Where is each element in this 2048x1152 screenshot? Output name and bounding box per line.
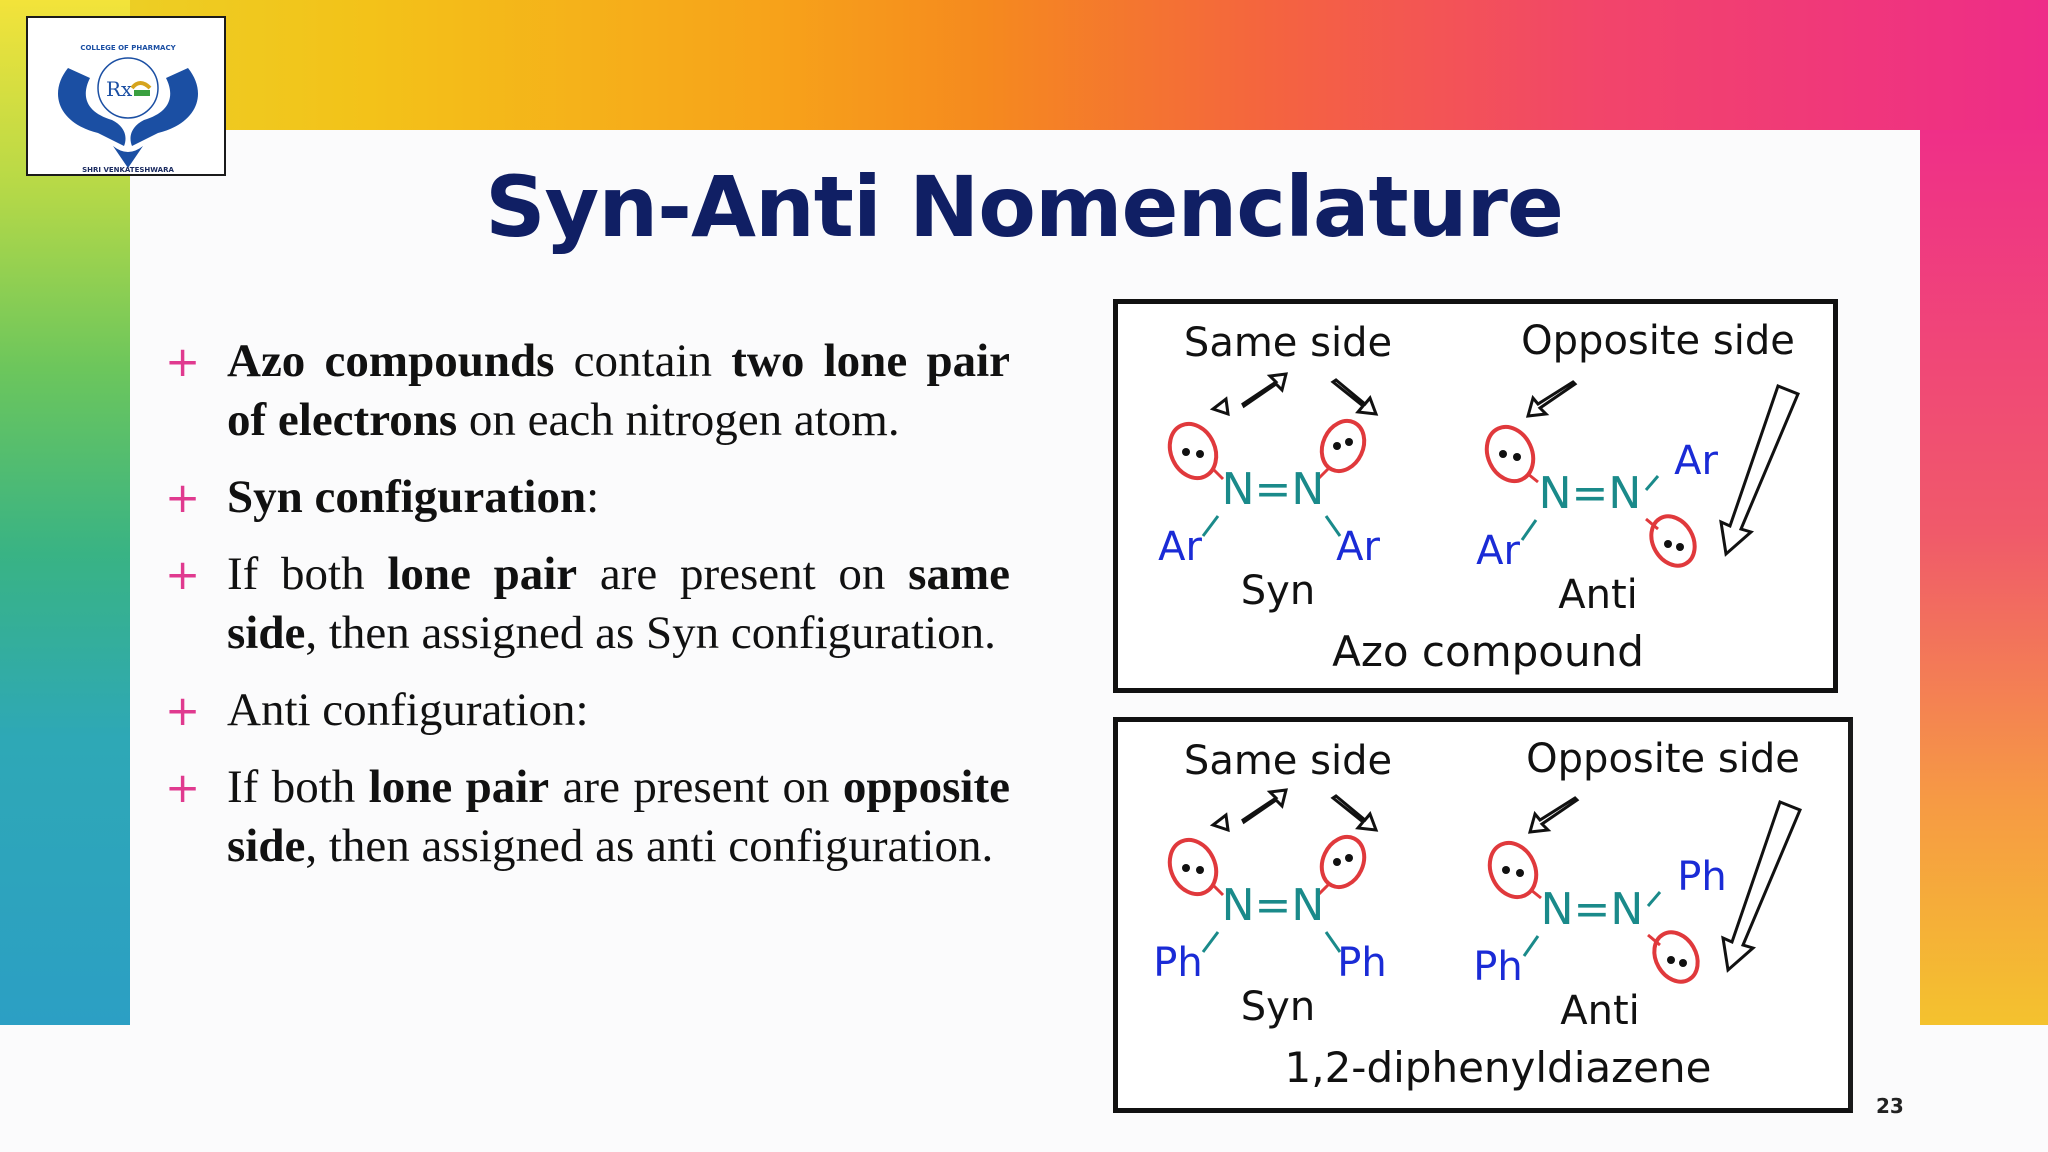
anti-nn-bond: N=N	[1540, 884, 1644, 935]
plus-icon: +	[165, 337, 201, 386]
same-side-label: Same side	[1183, 738, 1393, 784]
anti-nn-bond: N=N	[1538, 468, 1642, 519]
bullet-text: on each nitrogen atom.	[457, 394, 900, 446]
anti-right-group: Ar	[1674, 438, 1718, 484]
bullet-text: :	[586, 471, 600, 523]
anti-left-group: Ar	[1476, 528, 1520, 574]
opposite-side-label: Opposite side	[1526, 736, 1800, 782]
syn-label: Syn	[1240, 984, 1316, 1030]
college-logo	[26, 16, 226, 176]
lone-pair-icon	[1161, 416, 1225, 485]
plus-icon: +	[165, 473, 201, 522]
syn-nn-bond: N=N	[1221, 464, 1325, 515]
bullet-text: , then assigned as Syn configuration.	[305, 607, 996, 659]
syn-left-group: Ph	[1153, 940, 1203, 986]
bullet-text: are present on	[549, 761, 843, 813]
logo-arc-text: COLLEGE OF PHARMACY	[80, 44, 176, 52]
long-hollow-arrow-icon	[1721, 386, 1798, 554]
page-number: 23	[1876, 1094, 1904, 1118]
lone-pair-icon	[1161, 832, 1225, 901]
bullet-item	[165, 758, 1010, 876]
bullet-bold-text: same side	[227, 548, 1010, 659]
bullet-bold-text: lone pair	[368, 761, 550, 813]
anti-label: Anti	[1558, 572, 1638, 618]
logo-bottom-text: SHRI VENKATESHWARA	[82, 166, 174, 174]
plus-icon: +	[165, 550, 201, 599]
hollow-arrow-icon	[1530, 798, 1577, 832]
bullet-bold-text: opposite side	[227, 761, 1010, 872]
plus-icon: +	[165, 686, 201, 735]
bullet-text: If both	[227, 548, 388, 600]
bullet-text: Anti configuration:	[227, 684, 589, 736]
slide-title: Syn-Anti Nomenclature	[485, 158, 1563, 256]
syn-nn-bond: N=N	[1221, 880, 1325, 931]
bullet-text: If both	[227, 761, 369, 813]
bullet-text: , then assigned as anti configuration.	[305, 820, 994, 872]
plus-icon: +	[165, 763, 201, 812]
hollow-arrow-icon	[1213, 790, 1286, 830]
bullet-item	[165, 332, 1010, 450]
bullet-bold-text: lone pair	[387, 548, 578, 600]
anti-left-group: Ph	[1473, 944, 1523, 990]
college-logo-icon	[28, 18, 228, 178]
lone-pair-icon	[1646, 924, 1707, 989]
syn-label: Syn	[1240, 568, 1316, 614]
diphenyl-caption: 1,2-diphenyldiazene	[1284, 1043, 1712, 1092]
bullet-bold-text: Syn configuration	[227, 471, 587, 523]
bullet-item	[165, 681, 1010, 740]
hollow-arrow-icon	[1333, 380, 1376, 414]
hollow-arrow-icon	[1528, 382, 1575, 416]
right-gradient-band	[1920, 130, 2048, 1025]
logo-rx-text: Rx	[106, 77, 133, 101]
syn-right-group: Ph	[1337, 940, 1387, 986]
lone-pair-icon	[1643, 508, 1704, 573]
anti-label: Anti	[1560, 988, 1640, 1034]
same-side-label: Same side	[1183, 320, 1393, 366]
hollow-arrow-icon	[1213, 374, 1286, 414]
azo-caption: Azo compound	[1332, 627, 1644, 676]
bullet-list	[165, 332, 1010, 894]
opposite-side-label: Opposite side	[1521, 318, 1795, 364]
bullet-text: contain	[554, 335, 732, 387]
syn-left-group: Ar	[1158, 524, 1202, 570]
bullet-item	[165, 468, 1010, 527]
anti-right-group: Ph	[1677, 854, 1727, 900]
bullet-bold-text: two lone pair of electrons	[227, 335, 1010, 446]
bullet-text: are present on	[577, 548, 909, 600]
diphenyldiazene-figure	[1113, 717, 1853, 1113]
syn-right-group: Ar	[1336, 524, 1380, 570]
bullet-item	[165, 545, 1010, 663]
long-hollow-arrow-icon	[1723, 802, 1800, 970]
bullet-bold-text: Azo compounds	[227, 335, 555, 387]
azo-compound-figure	[1113, 299, 1838, 693]
hollow-arrow-icon	[1333, 796, 1376, 830]
